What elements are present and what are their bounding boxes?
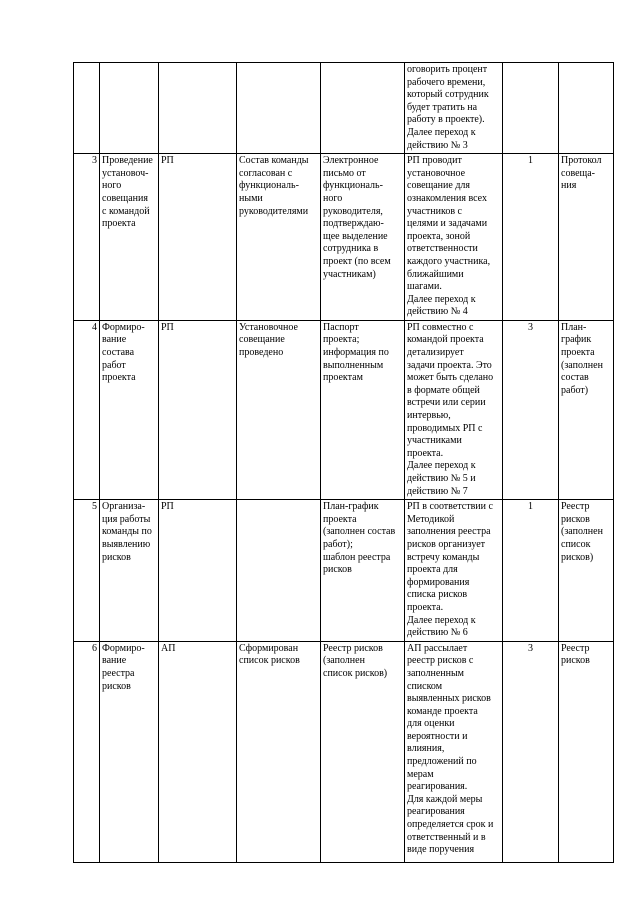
cell-executor — [159, 63, 237, 154]
cell-duration: 3 — [503, 641, 559, 862]
cell-executor: РП — [159, 320, 237, 499]
cell-condition — [237, 63, 321, 154]
cell-executor: АП — [159, 641, 237, 862]
cell-input: План-график проекта (заполнен состав работ); шаблон реестра рисков — [321, 500, 405, 642]
cell-executor: РП — [159, 154, 237, 321]
cell-number: 3 — [74, 154, 100, 321]
cell-action — [100, 63, 159, 154]
cell-condition: Состав команды согласован с функциональ- ными руководителями — [237, 154, 321, 321]
cell-input: Паспорт проекта; информация по выполненным проектам — [321, 320, 405, 499]
cell-input: Электронное письмо от функциональ- ного руководителя, подтверждаю- щее выделение сотрудника в проект (по всем участникам) — [321, 154, 405, 321]
process-table — [73, 62, 614, 863]
cell-description: РП совместно с командой проекта детализирует задачи проекта. Это может быть сделано в формате общей встречи или серии интервью, проводимых РП с участниками проекта. Далее переход к действию № 5 и действию № 7 — [405, 320, 503, 499]
cell-action: Формиро- вание реестра рисков — [100, 641, 159, 862]
cell-description: АП рассылает реестр рисков с заполненным списком выявленных рисков команде проекта для оценки вероятности и влияния, предложений по мерам реагирования. Для каждой меры реагирования определяется срок и ответственный и в виде поручения — [405, 641, 503, 862]
cell-input: Реестр рисков (заполнен список рисков) — [321, 641, 405, 862]
table-row — [74, 63, 614, 154]
table-row — [74, 154, 614, 321]
cell-description: РП в соответствии с Методикой заполнения реестра рисков организует встречу команды проекта для формирования списка рисков проекта. Далее переход к действию № 6 — [405, 500, 503, 642]
cell-duration: 1 — [503, 500, 559, 642]
cell-output: План- график проекта (заполнен состав работ) — [559, 320, 614, 499]
cell-description: РП проводит установочное совещание для ознакомления всех участников с целями и задачами проекта, зоной ответственности каждого участника, ближайшими шагами. Далее переход к действию № 4 — [405, 154, 503, 321]
table-row — [74, 641, 614, 862]
cell-number — [74, 63, 100, 154]
cell-duration — [503, 63, 559, 154]
cell-action: Проведение установоч- ного совещания с командой проекта — [100, 154, 159, 321]
cell-output: Реестр рисков — [559, 641, 614, 862]
cell-condition: Установочное совещание проведено — [237, 320, 321, 499]
cell-description: оговорить процент рабочего времени, который сотрудник будет тратить на работу в проекте). Далее переход к действию № 3 — [405, 63, 503, 154]
table-row — [74, 500, 614, 642]
cell-output: Протокол совеща- ния — [559, 154, 614, 321]
cell-action: Формиро- вание состава работ проекта — [100, 320, 159, 499]
cell-input — [321, 63, 405, 154]
cell-action: Организа- ция работы команды по выявлению рисков — [100, 500, 159, 642]
cell-output: Реестр рисков (заполнен список рисков) — [559, 500, 614, 642]
cell-duration: 3 — [503, 320, 559, 499]
cell-number: 4 — [74, 320, 100, 499]
cell-number: 6 — [74, 641, 100, 862]
table-row — [74, 320, 614, 499]
cell-output — [559, 63, 614, 154]
cell-duration: 1 — [503, 154, 559, 321]
cell-executor: РП — [159, 500, 237, 642]
cell-condition — [237, 500, 321, 642]
cell-number: 5 — [74, 500, 100, 642]
cell-condition: Сформирован список рисков — [237, 641, 321, 862]
table-body — [74, 63, 614, 863]
